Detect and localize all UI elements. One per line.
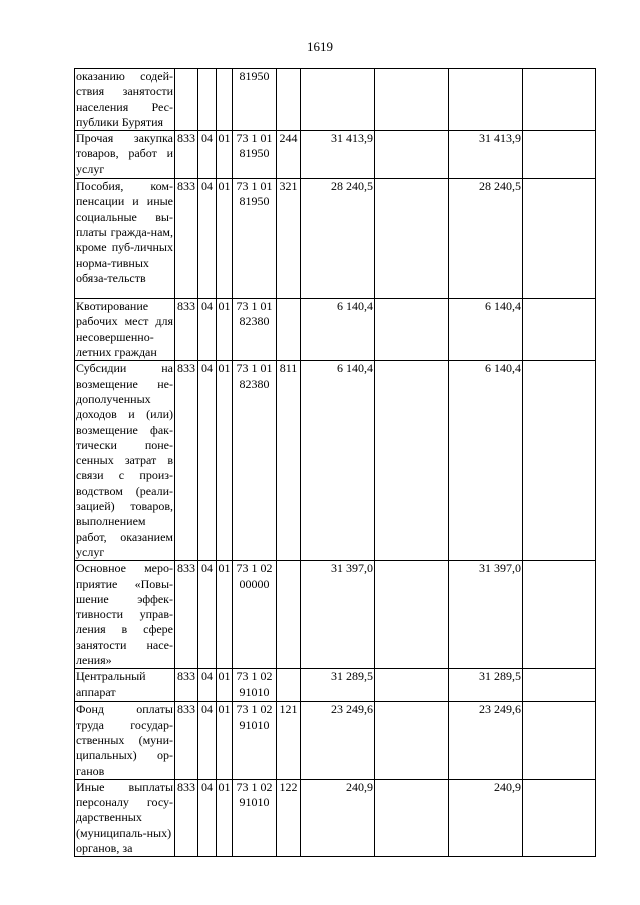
expense-type-code <box>277 299 301 361</box>
amount-2 <box>375 669 449 702</box>
row-name: Иные выплаты персоналу госу-дарственных (муниципаль-ных) органов, за <box>76 779 173 855</box>
amount-4 <box>523 299 596 361</box>
amount-2 <box>375 561 449 669</box>
expense-type-code <box>277 69 301 131</box>
ministry-code: 833 <box>175 779 198 856</box>
target-article-code: 73 1 02 00000 <box>233 561 277 669</box>
section-code: 04 <box>198 779 217 856</box>
expense-type-code: 811 <box>277 361 301 561</box>
subsection-code: 01 <box>217 561 233 669</box>
expense-type-code: 321 <box>277 179 301 299</box>
ministry-code: 833 <box>175 131 198 179</box>
subsection-code: 01 <box>217 131 233 179</box>
row-name: Пособия, ком-пенсации и иные социальные вы-платы гражда-нам, кроме пуб-личных норма-тивных обяза-тельств <box>75 179 175 299</box>
target-article-code: 73 1 01 81950 <box>233 131 277 179</box>
table-row <box>75 669 596 702</box>
amount-4 <box>523 69 596 131</box>
subsection-code: 01 <box>217 702 233 779</box>
page-number: 1619 <box>307 39 333 54</box>
amount-1: 6 140,4 <box>301 361 375 561</box>
amount-1: 28 240,5 <box>301 179 375 299</box>
amount-3: 31 397,0 <box>449 561 523 669</box>
row-name: Прочая закупка товаров, работ и услуг <box>75 131 175 179</box>
budget-table <box>74 68 596 857</box>
amount-3 <box>449 69 523 131</box>
expense-type-code <box>277 669 301 702</box>
amount-2 <box>375 299 449 361</box>
row-name: Центральный аппарат <box>75 669 175 702</box>
amount-1: 240,9 <box>301 779 375 856</box>
row-name: Квотирование рабочих мест для несовершенно-летних граждан <box>76 299 173 360</box>
target-article-code: 81950 <box>233 69 277 131</box>
amount-1: 6 140,4 <box>301 299 375 361</box>
table-row <box>75 299 596 361</box>
row-name: оказанию содей-ствия занятости населения Рес-публики Бурятия <box>76 69 173 129</box>
ministry-code: 833 <box>175 561 198 669</box>
amount-1 <box>301 69 375 131</box>
amount-3: 31 289,5 <box>449 669 523 702</box>
amount-4 <box>523 669 596 702</box>
subsection-code: 01 <box>217 669 233 702</box>
expense-type-code: 244 <box>277 131 301 179</box>
amount-2 <box>375 779 449 856</box>
table-row <box>75 779 596 856</box>
amount-4 <box>523 702 596 779</box>
amount-1: 31 289,5 <box>301 669 375 702</box>
subsection-code: 01 <box>217 179 233 299</box>
table-row <box>75 361 596 561</box>
amount-3: 240,9 <box>449 779 523 856</box>
amount-2 <box>375 69 449 131</box>
amount-3: 31 413,9 <box>449 131 523 179</box>
amount-3: 28 240,5 <box>449 179 523 299</box>
section-code <box>198 69 217 131</box>
target-article-code: 73 1 02 91010 <box>233 779 277 856</box>
subsection-code: 01 <box>217 361 233 561</box>
ministry-code: 833 <box>175 702 198 779</box>
row-name: Субсидии на возмещение не-дополученных доходов и (или) возмещение фак-тически поне-сенных затрат в связи с произ-водством (реали-зацией) товаров, выполнением работ, оказанием услуг <box>76 361 173 559</box>
table-row <box>75 702 596 779</box>
table-row <box>75 69 596 131</box>
row-name: Основное меро-приятие «Повы-шение эффек-тивности управ-ления в сфере занятости насе-ления» <box>76 561 173 668</box>
target-article-code: 73 1 01 81950 <box>233 179 277 299</box>
amount-4 <box>523 179 596 299</box>
amount-4 <box>523 361 596 561</box>
expense-type-code: 121 <box>277 702 301 779</box>
table-row <box>75 131 596 179</box>
amount-4 <box>523 779 596 856</box>
subsection-code <box>217 69 233 131</box>
amount-4 <box>523 131 596 179</box>
section-code: 04 <box>198 131 217 179</box>
section-code: 04 <box>198 561 217 669</box>
amount-3: 23 249,6 <box>449 702 523 779</box>
amount-1: 23 249,6 <box>301 702 375 779</box>
row-name: Фонд оплаты труда государ-ственных (муни-ципальных) ор-ганов <box>76 702 173 778</box>
section-code: 04 <box>198 702 217 779</box>
target-article-code: 73 1 01 82380 <box>233 361 277 561</box>
expense-type-code <box>277 561 301 669</box>
ministry-code: 833 <box>175 299 198 361</box>
amount-4 <box>523 561 596 669</box>
amount-3: 6 140,4 <box>449 299 523 361</box>
table-row <box>75 179 596 299</box>
amount-2 <box>375 361 449 561</box>
target-article-code: 73 1 01 82380 <box>233 299 277 361</box>
ministry-code: 833 <box>175 669 198 702</box>
target-article-code: 73 1 02 91010 <box>233 702 277 779</box>
expense-type-code: 122 <box>277 779 301 856</box>
subsection-code: 01 <box>217 299 233 361</box>
amount-2 <box>375 131 449 179</box>
amount-1: 31 413,9 <box>301 131 375 179</box>
section-code: 04 <box>198 361 217 561</box>
amount-3: 6 140,4 <box>449 361 523 561</box>
ministry-code: 833 <box>175 361 198 561</box>
table-row <box>75 561 596 669</box>
section-code: 04 <box>198 179 217 299</box>
amount-2 <box>375 179 449 299</box>
target-article-code: 73 1 02 91010 <box>233 669 277 702</box>
amount-1: 31 397,0 <box>301 561 375 669</box>
ministry-code: 833 <box>175 179 198 299</box>
amount-2 <box>375 702 449 779</box>
section-code: 04 <box>198 669 217 702</box>
ministry-code <box>175 69 198 131</box>
subsection-code: 01 <box>217 779 233 856</box>
section-code: 04 <box>198 299 217 361</box>
